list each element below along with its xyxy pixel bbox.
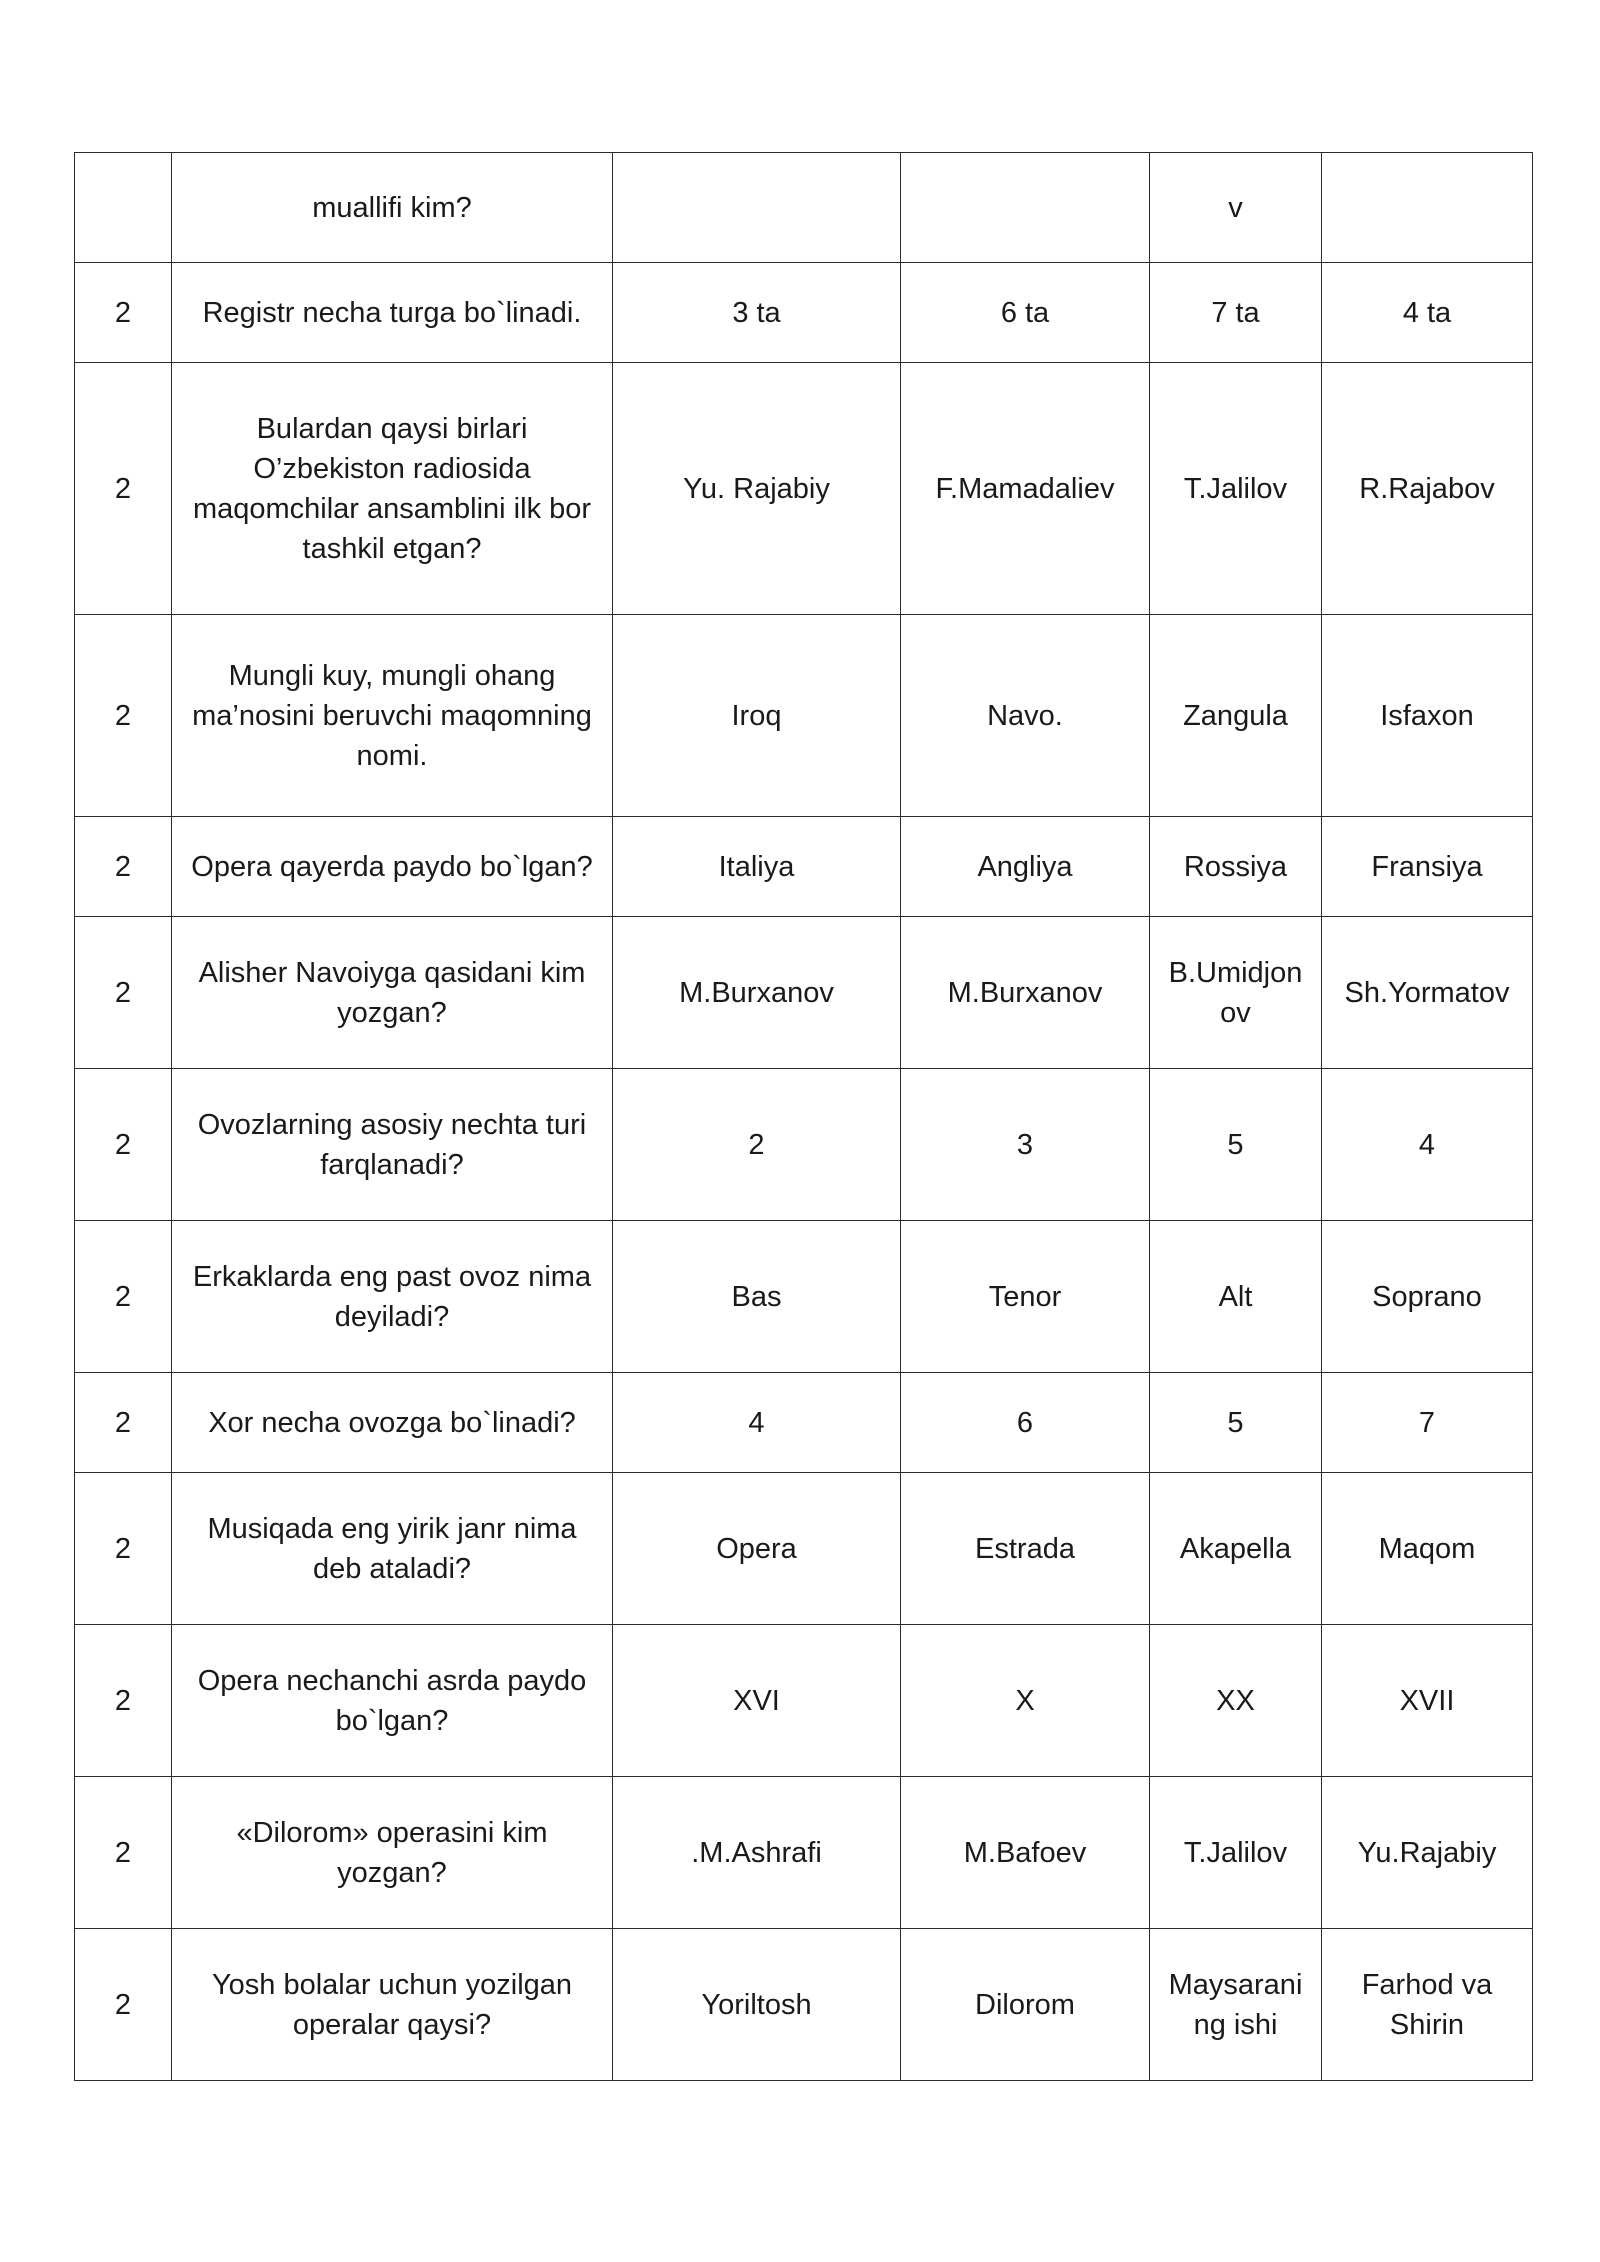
answer-option-c: 5 — [1150, 1373, 1322, 1473]
question-number: 2 — [75, 1625, 172, 1777]
answer-option-d: Fransiya — [1322, 817, 1533, 917]
answer-option-b: Tenor — [901, 1221, 1150, 1373]
answer-option-a — [613, 153, 901, 263]
answer-option-c: B.Umidjon ov — [1150, 917, 1322, 1069]
answer-option-c: 5 — [1150, 1069, 1322, 1221]
answer-option-b: 3 — [901, 1069, 1150, 1221]
question-number: 2 — [75, 263, 172, 363]
answer-option-d: XVII — [1322, 1625, 1533, 1777]
answer-option-b: Angliya — [901, 817, 1150, 917]
table-row — [75, 917, 1533, 1069]
table-row — [75, 1221, 1533, 1373]
table-row — [75, 1777, 1533, 1929]
answer-option-d: Farhod va Shirin — [1322, 1929, 1533, 2081]
question-text: Opera nechanchi asrda paydo bo`lgan? — [172, 1625, 613, 1777]
answer-option-b: 6 — [901, 1373, 1150, 1473]
table-row — [75, 1373, 1533, 1473]
question-text: Ovozlarning asosiy nechta turi farqlanadi? — [172, 1069, 613, 1221]
answer-option-d — [1322, 153, 1533, 263]
table-row — [75, 615, 1533, 817]
question-number: 2 — [75, 615, 172, 817]
question-text: Bulardan qaysi birlari O’zbekiston radiosida maqomchilar ansamblini ilk bor tashkil etgan? — [172, 363, 613, 615]
question-text: muallifi kim? — [172, 153, 613, 263]
answer-option-c: Alt — [1150, 1221, 1322, 1373]
answer-option-b: 6 ta — [901, 263, 1150, 363]
answer-option-c: T.Jalilov — [1150, 1777, 1322, 1929]
answer-option-c: Akapella — [1150, 1473, 1322, 1625]
question-text: Yosh bolalar uchun yozilgan operalar qaysi? — [172, 1929, 613, 2081]
answer-option-a: 3 ta — [613, 263, 901, 363]
quiz-table-body — [75, 153, 1533, 2081]
answer-option-b: F.Mamadaliev — [901, 363, 1150, 615]
question-number — [75, 153, 172, 263]
question-number: 2 — [75, 1777, 172, 1929]
answer-option-a: Yoriltosh — [613, 1929, 901, 2081]
question-number: 2 — [75, 363, 172, 615]
table-row — [75, 363, 1533, 615]
answer-option-b: M.Burxanov — [901, 917, 1150, 1069]
answer-option-c: XX — [1150, 1625, 1322, 1777]
table-row — [75, 153, 1533, 263]
question-text: Mungli kuy, mungli ohang ma’nosini beruvchi maqomning nomi. — [172, 615, 613, 817]
answer-option-d: Sh.Yormatov — [1322, 917, 1533, 1069]
answer-option-b: X — [901, 1625, 1150, 1777]
answer-option-a: Opera — [613, 1473, 901, 1625]
answer-option-d: Maqom — [1322, 1473, 1533, 1625]
answer-option-b: Navo. — [901, 615, 1150, 817]
answer-option-d: Soprano — [1322, 1221, 1533, 1373]
answer-option-a: Bas — [613, 1221, 901, 1373]
answer-option-a: XVI — [613, 1625, 901, 1777]
table-row — [75, 817, 1533, 917]
answer-option-c: Maysarani ng ishi — [1150, 1929, 1322, 2081]
question-number: 2 — [75, 1473, 172, 1625]
question-text: Xor necha ovozga bo`linadi? — [172, 1373, 613, 1473]
answer-option-d: Isfaxon — [1322, 615, 1533, 817]
answer-option-a: M.Burxanov — [613, 917, 901, 1069]
question-text: Musiqada eng yirik janr nima deb ataladi? — [172, 1473, 613, 1625]
question-text: «Dilorom» operasini kim yozgan? — [172, 1777, 613, 1929]
answer-option-b: M.Bafoev — [901, 1777, 1150, 1929]
answer-option-a: Italiya — [613, 817, 901, 917]
question-number: 2 — [75, 817, 172, 917]
question-number: 2 — [75, 1373, 172, 1473]
answer-option-b: Dilorom — [901, 1929, 1150, 2081]
answer-option-c: T.Jalilov — [1150, 363, 1322, 615]
answer-option-b — [901, 153, 1150, 263]
answer-option-c: Rossiya — [1150, 817, 1322, 917]
answer-option-a: 2 — [613, 1069, 901, 1221]
question-number: 2 — [75, 1069, 172, 1221]
answer-option-b: Estrada — [901, 1473, 1150, 1625]
table-row — [75, 1473, 1533, 1625]
answer-option-d: Yu.Rajabiy — [1322, 1777, 1533, 1929]
table-row — [75, 1069, 1533, 1221]
answer-option-d: R.Rajabov — [1322, 363, 1533, 615]
answer-option-c: Zangula — [1150, 615, 1322, 817]
answer-option-a: 4 — [613, 1373, 901, 1473]
answer-option-c: 7 ta — [1150, 263, 1322, 363]
table-row — [75, 263, 1533, 363]
question-text: Opera qayerda paydo bo`lgan? — [172, 817, 613, 917]
answer-option-d: 4 ta — [1322, 263, 1533, 363]
answer-option-d: 4 — [1322, 1069, 1533, 1221]
answer-option-c: v — [1150, 153, 1322, 263]
question-text: Erkaklarda eng past ovoz nima deyiladi? — [172, 1221, 613, 1373]
answer-option-d: 7 — [1322, 1373, 1533, 1473]
answer-option-a: .M.Ashrafi — [613, 1777, 901, 1929]
question-number: 2 — [75, 1929, 172, 2081]
question-number: 2 — [75, 1221, 172, 1373]
question-text: Alisher Navoiyga qasidani kim yozgan? — [172, 917, 613, 1069]
question-number: 2 — [75, 917, 172, 1069]
answer-option-a: Iroq — [613, 615, 901, 817]
table-row — [75, 1929, 1533, 2081]
answer-option-a: Yu. Rajabiy — [613, 363, 901, 615]
question-text: Registr necha turga bo`linadi. — [172, 263, 613, 363]
quiz-table — [74, 152, 1533, 2081]
table-row — [75, 1625, 1533, 1777]
